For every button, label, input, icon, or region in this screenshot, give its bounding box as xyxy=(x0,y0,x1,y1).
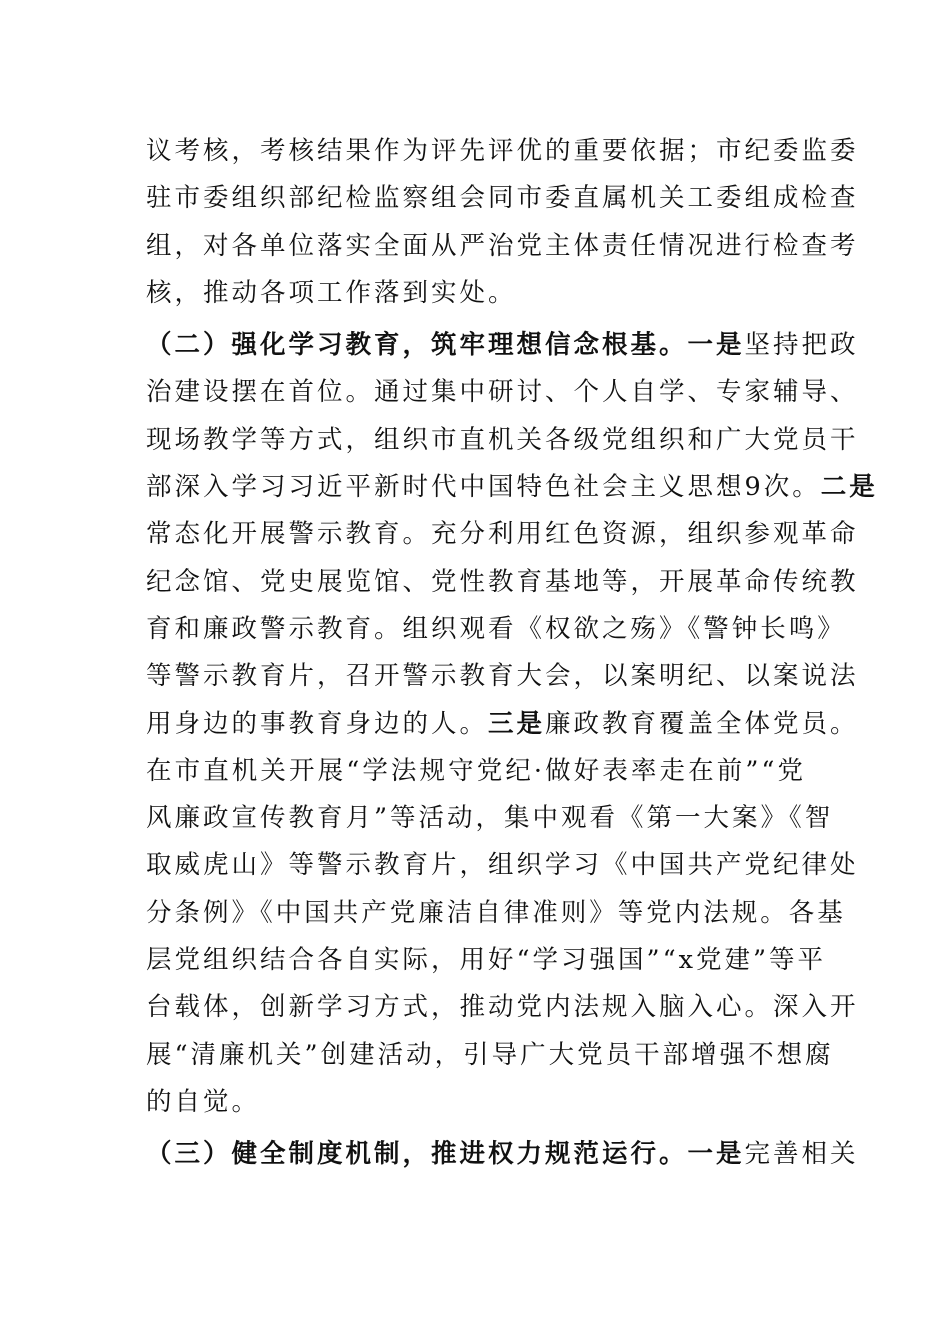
text-span: 治建设摆在首位。通过集中研讨、个人自学、专家辅导、 xyxy=(146,377,859,408)
text-line xyxy=(146,559,859,606)
bold-text: （二）强化学习教育，筑牢理想信念根基。一是 xyxy=(146,330,745,361)
text-span: 层党组织结合各自实际，用好“学习强国”“x党建”等平 xyxy=(146,945,827,976)
text-span: 展“清廉机关”创建活动，引导广大党员干部增强不想腐 xyxy=(146,1039,834,1070)
text-span: 分条例》《中国共产党廉洁自律准则》等党内法规。各基 xyxy=(146,897,846,928)
text-line xyxy=(146,464,878,511)
text-line xyxy=(146,175,859,222)
text-line xyxy=(146,223,859,270)
text-span: 用身边的事教育身边的人。 xyxy=(146,708,489,739)
bold-text: 二是 xyxy=(820,472,878,503)
text-line xyxy=(146,890,846,937)
body-text xyxy=(146,128,878,1179)
text-span: 等警示教育片，召开警示教育大会，以案明纪、以案说法 xyxy=(146,661,859,692)
text-span: 坚持把政 xyxy=(744,330,859,361)
text-line xyxy=(146,270,806,317)
text-span: 组，对各单位落实全面从严治党主体责任情况进行检查考 xyxy=(146,230,859,261)
text-span: 廉政教育覆盖全体党员。 xyxy=(545,708,859,739)
text-span: 议考核，考核结果作为评先评优的重要依据；市纪委监委 xyxy=(146,136,859,166)
text-line xyxy=(146,937,827,984)
text-span: 风廉政宣传教育月”等活动，集中观看《第一大案》《智 xyxy=(146,803,834,834)
text-span: 部深入学习习近平新时代中国特色社会主义思想9次。 xyxy=(146,472,821,503)
text-line xyxy=(146,701,859,748)
text-line xyxy=(146,795,834,842)
section-heading-line xyxy=(146,322,859,369)
text-line xyxy=(146,653,859,700)
text-line xyxy=(146,511,859,558)
text-span: 完善相关 xyxy=(744,1139,859,1170)
text-span: 的自觉。 xyxy=(146,1086,261,1117)
text-span: 取威虎山》等警示教育片，组织学习《中国共产党纪律处 xyxy=(146,850,859,881)
text-line xyxy=(146,984,859,1031)
bold-text: （三）健全制度机制，推进权力规范运行。一是 xyxy=(146,1139,745,1170)
section-heading-line xyxy=(146,1131,859,1178)
text-line xyxy=(146,842,859,889)
text-line xyxy=(146,369,859,416)
text-span: 现场教学等方式，组织市直机关各级党组织和广大党员干 xyxy=(146,424,859,455)
text-span: 在市直机关开展“学法规守党纪·做好表率走在前”“党 xyxy=(146,755,806,786)
bold-text: 三是 xyxy=(488,708,546,739)
text-span: 育和廉政警示教育。组织观看《权欲之殇》《警钟长鸣》 xyxy=(146,613,846,644)
text-line xyxy=(146,1032,834,1079)
text-span: 常态化开展警示教育。充分利用红色资源，组织参观革命 xyxy=(146,519,859,550)
text-line xyxy=(146,748,806,795)
text-span: 核，推动各项工作落到实处。 xyxy=(146,277,517,308)
text-span: 台载体，创新学习方式，推动党内法规入脑入心。深入开 xyxy=(146,992,859,1023)
text-line xyxy=(146,1079,806,1126)
text-span: 纪念馆、党史展览馆、党性教育基地等，开展革命传统教 xyxy=(146,566,859,597)
text-line xyxy=(146,128,859,175)
text-line xyxy=(146,606,846,653)
text-line xyxy=(146,417,859,464)
text-span: 驻市委组织部纪检监察组会同市委直属机关工委组成检查 xyxy=(146,183,859,214)
